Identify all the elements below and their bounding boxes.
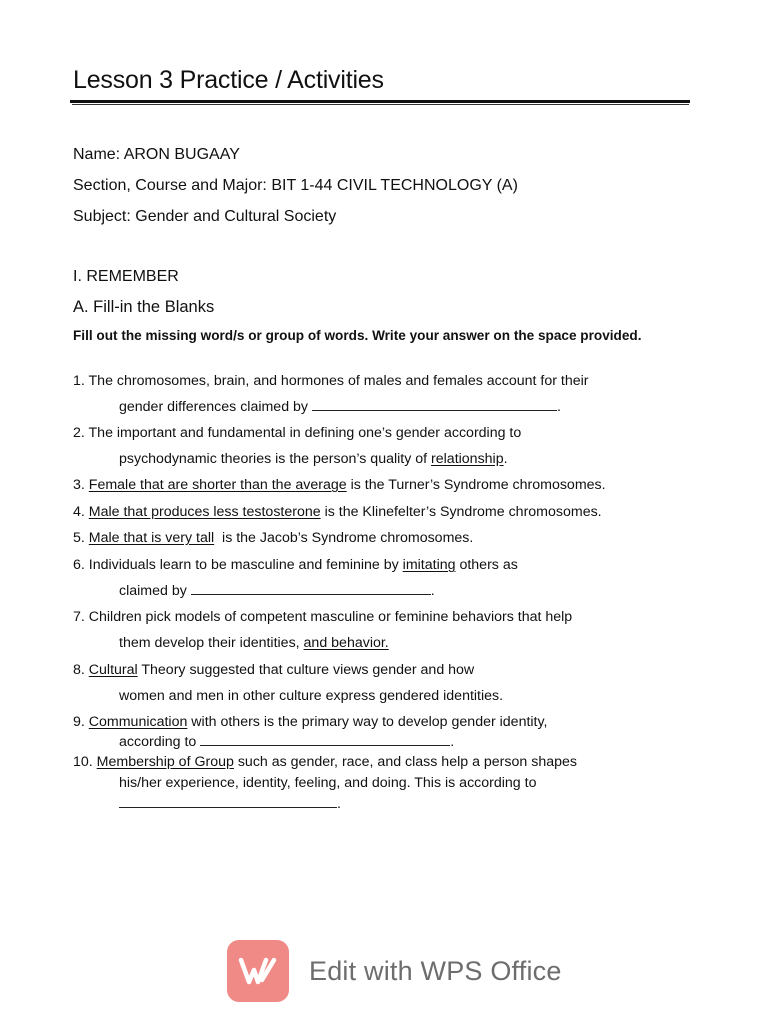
item-5: 5. Male that is very tall is the Jacob’s Syndrome chromosomes. [73,530,474,546]
item-9-line-1: 9. Communication with others is the primary way to develop gender identity, [73,714,548,730]
page-title: Lesson 3 Practice / Activities [73,66,384,94]
answer-text: Female that are shorter than the average [88,477,347,493]
answer-text: Male that is very tall [88,530,215,546]
answer-blank [191,584,431,595]
answer-blank [312,400,557,411]
item-6-line-2: claimed by . [119,583,435,599]
wps-logo-icon[interactable] [227,940,289,1002]
item-6-line-1: 6. Individuals learn to be masculine and feminine by imitating others as [73,557,518,573]
title-underline-thin [72,104,689,105]
item-1-line-2: gender differences claimed by . [119,399,561,415]
answer-blank [119,797,337,808]
item-7-line-2: them develop their identities, and behavior. [119,635,389,651]
item-8-line-1: 8. Cultural Theory suggested that culture views gender and how [73,662,475,678]
item-7-line-1: 7. Children pick models of competent masculine or feminine behaviors that help [73,609,573,625]
answer-text: Communication [88,714,188,730]
item-3: 3. Female that are shorter than the average is the Turner’s Syndrome chromosomes. [73,477,606,493]
wps-edit-banner[interactable] [227,940,562,1002]
section-heading: I. REMEMBER [73,268,179,285]
item-4: 4. Male that produces less testosterone is the Klinefelter’s Syndrome chromosomes. [73,504,602,520]
section-course-major: Section, Course and Major: BIT 1-44 CIVIL TECHNOLOGY (A) [73,177,518,194]
subsection-heading: A. Fill-in the Blanks [73,298,215,316]
answer-text: imitating [402,557,456,573]
item-1-line-1: 1. The chromosomes, brain, and hormones of males and females account for their [73,373,589,389]
student-name: Name: ARON BUGAAY [73,146,240,163]
item-2-line-1: 2. The important and fundamental in defining one’s gender according to [73,425,522,441]
item-10-line-2: his/her experience, identity, feeling, and doing. This is according to [119,775,537,791]
wps-edit-text[interactable]: Edit with WPS Office [309,955,562,986]
answer-text: relationship [431,451,504,467]
item-2-line-2: psychodynamic theories is the person’s quality of relationship. [119,451,508,467]
title-underline [70,100,690,103]
answer-text: Cultural [88,662,138,678]
answer-text: and behavior. [303,635,389,651]
item-9-line-2: according to . [119,734,455,750]
subject: Subject: Gender and Cultural Society [73,208,337,225]
instructions: Fill out the missing word/s or group of words. Write your answer on the space provided. [73,328,642,343]
answer-blank [200,735,450,746]
item-10-line-3: . [119,796,341,812]
answer-text: Membership of Group [96,754,234,770]
answer-text: Male that produces less testosterone [88,504,321,520]
item-8-line-2: women and men in other culture express gendered identities. [119,688,504,704]
item-10-line-1: 10. Membership of Group such as gender, race, and class help a person shapes [73,754,577,770]
